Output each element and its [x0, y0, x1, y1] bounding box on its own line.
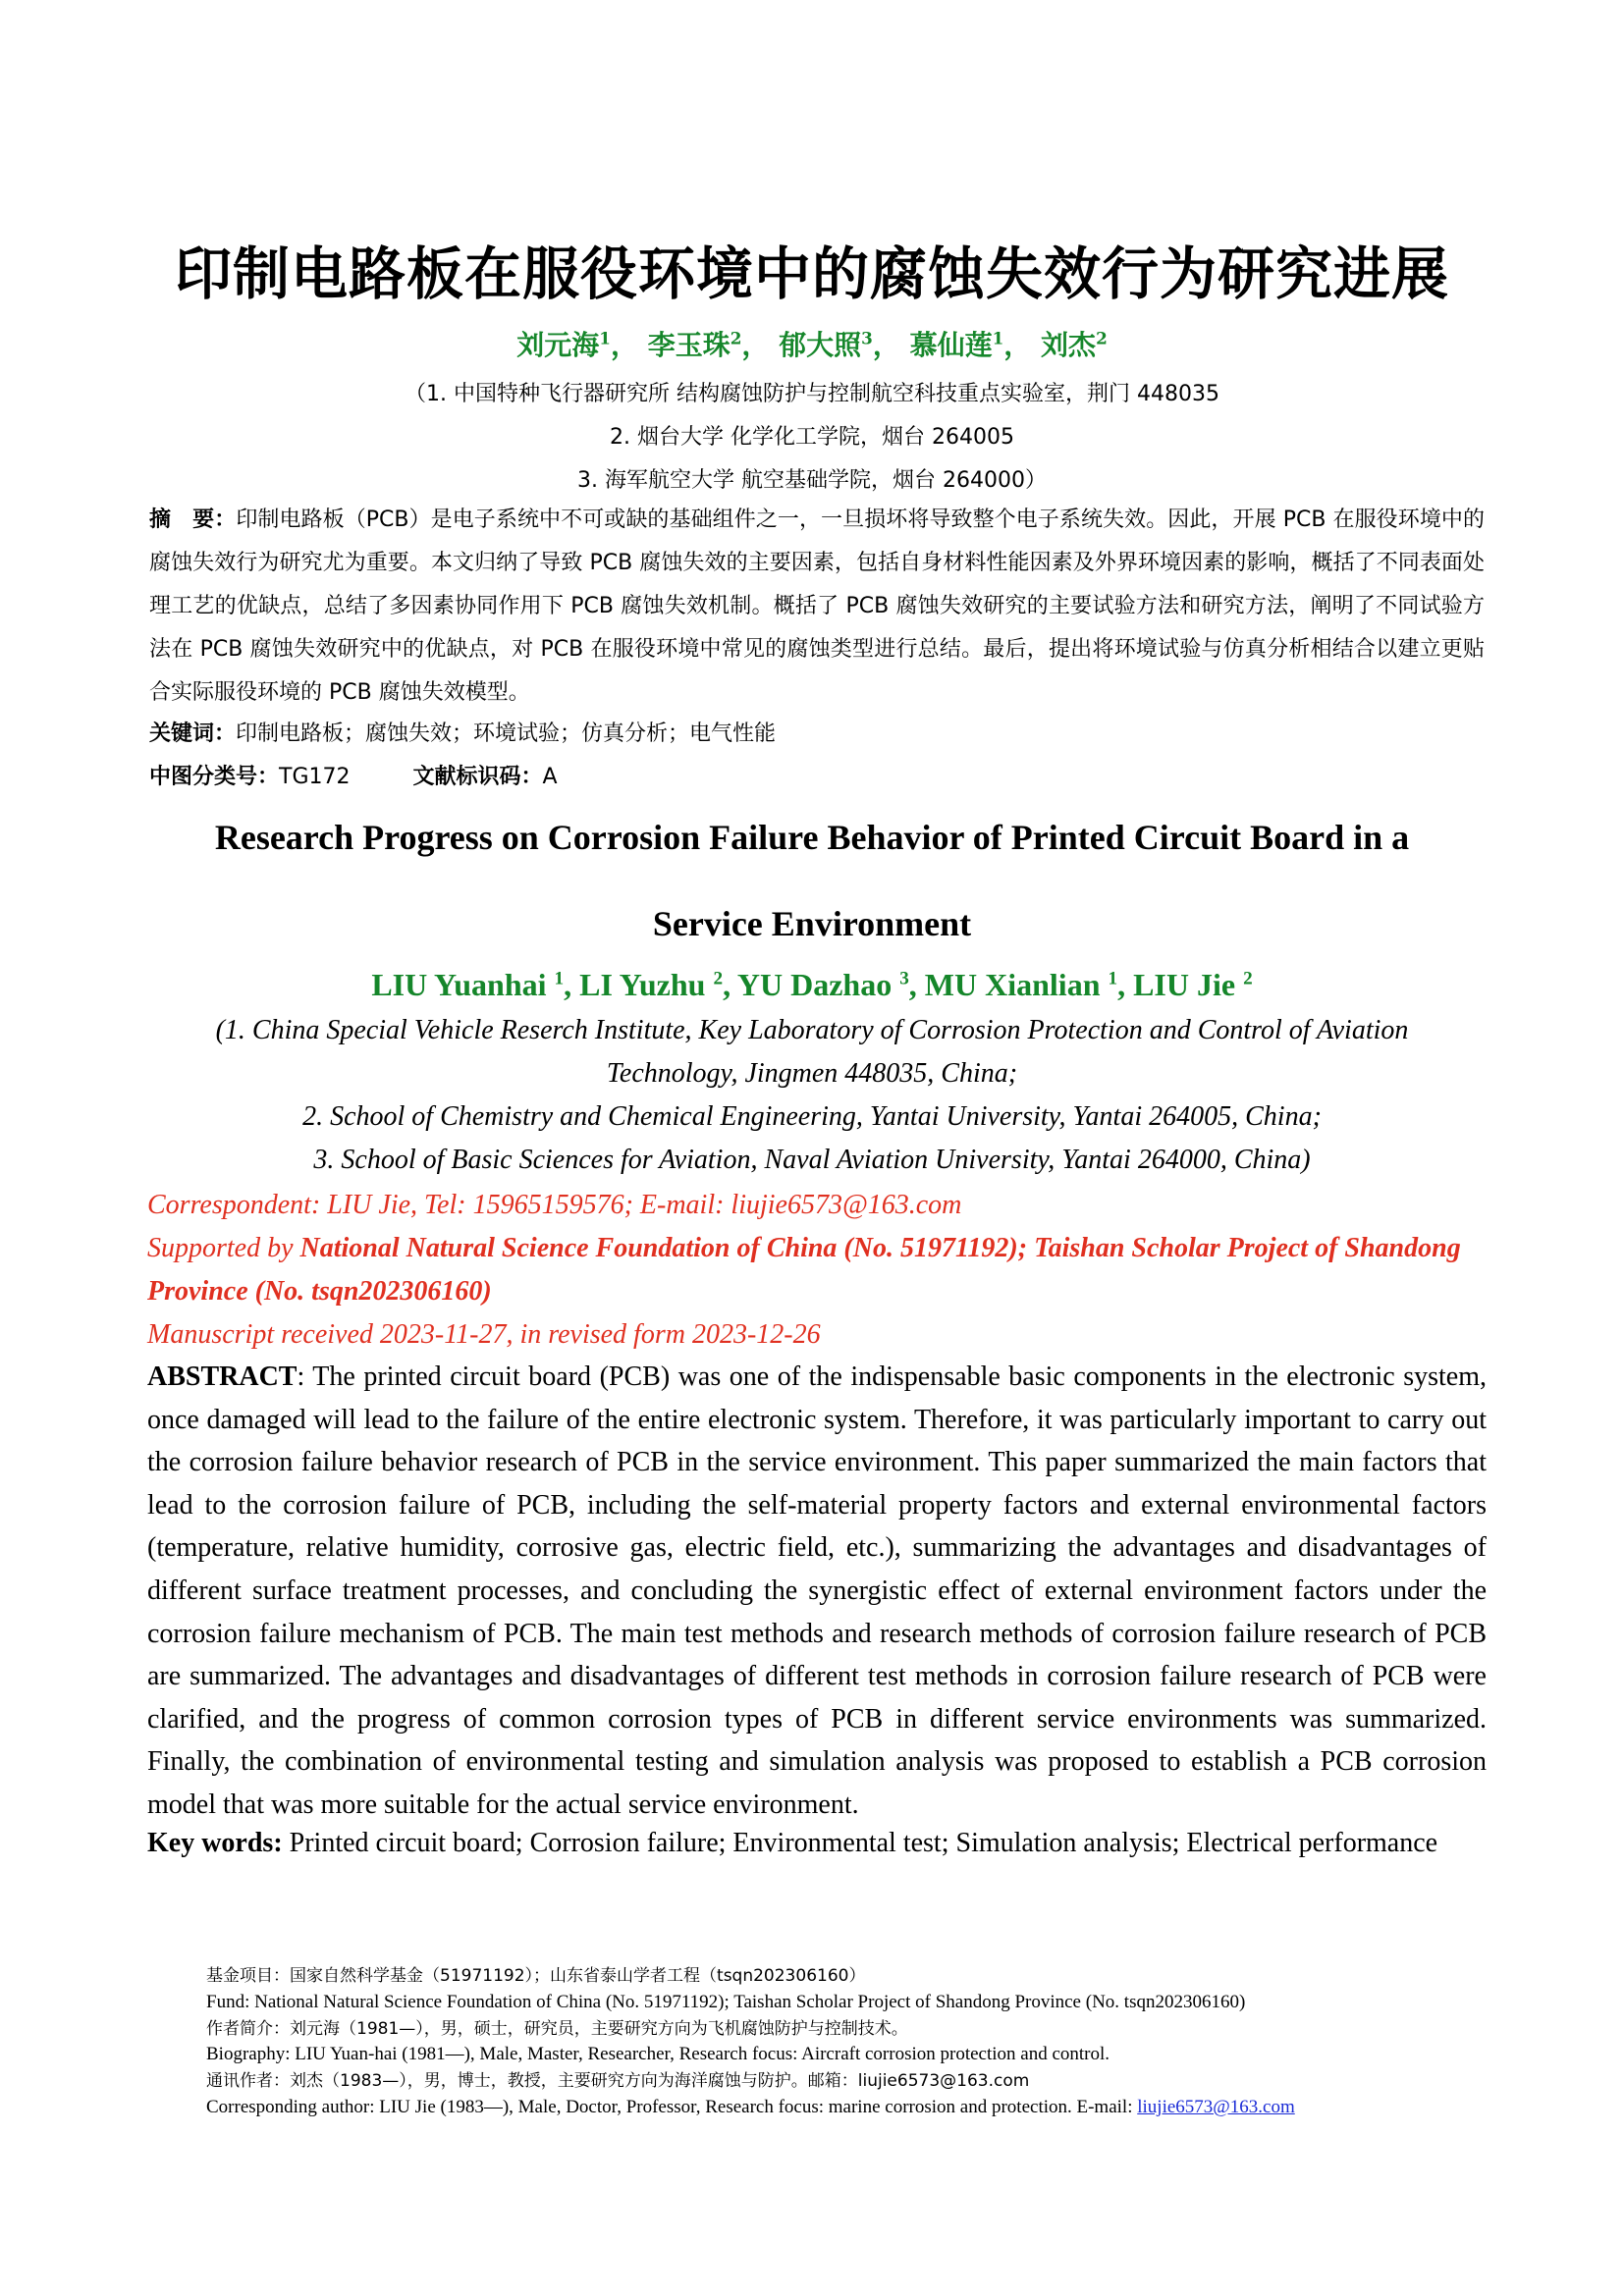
- author-sup: 2: [1096, 328, 1108, 348]
- supported-text: National Natural Science Foundation of China (No. 51971192); Taishan Scholar Project of Shandong Province (No. tsqn202306160): [147, 1233, 1461, 1307]
- author-name: LI Yuzhu: [579, 967, 706, 1002]
- corr-en: [206, 2095, 1483, 2121]
- chinese-affiliation-3: 3. 海军航空大学 航空基础学院，烟台 264000）: [577, 468, 1047, 493]
- english-abstract-label: ABSTRACT: [147, 1362, 298, 1392]
- english-title-line-1: Research Progress on Corrosion Failure Behavior of Printed Circuit Board in a: [214, 818, 1410, 857]
- doc-code-value: A: [542, 765, 558, 789]
- corr-cn: 通讯作者：刘杰（1983—），男，博士，教授，主要研究方向为海洋腐蚀与防护。邮箱：liujie6573@163.com: [206, 2071, 1030, 2092]
- english-title-line-2: Service Environment: [652, 904, 972, 943]
- author-name: 刘元海: [516, 329, 600, 361]
- author-name: 慕仙莲: [909, 329, 993, 361]
- author-name: 李玉珠: [647, 329, 731, 361]
- clc-label: 中图分类号：: [149, 765, 280, 789]
- classification-line: [149, 760, 1485, 790]
- author-sup: 1: [1108, 968, 1118, 989]
- chinese-abstract: [149, 499, 1485, 715]
- author-name: 郁大照: [779, 329, 862, 361]
- chinese-keywords-text: 印制电路板；腐蚀失效；环境试验；仿真分析；电气性能: [236, 721, 777, 746]
- english-keywords: [147, 1828, 1502, 1859]
- chinese-keywords: [149, 717, 1485, 747]
- chinese-abstract-text: 印制电路板（PCB）是电子系统中不可或缺的基础组件之一，一旦损坏将导致整个电子系统失效。因此，开展 PCB 在服役环境中的腐蚀失效行为研究尤为重要。本文归纳了导致 PCB 腐蚀失效的主要因素，包括自身材料性能因素及外界环境因素的影响，概括了不同表面处理工艺的优缺点，总结了多因素协同作用下 PCB 腐蚀失效机制。概括了 PCB 腐蚀失效研究的主要试验方法和研究方法，阐明了不同试验方法在 PCB 腐蚀失效研究中的优缺点，对 PCB 在服役环境中常见的腐蚀类型进行总结。最后，提出将环境试验与仿真分析相结合以建立更贴合实际服役环境的 PCB 腐蚀失效模型。: [149, 507, 1485, 705]
- author-sup: 3: [861, 328, 873, 348]
- english-keywords-label: Key words:: [147, 1828, 283, 1858]
- english-affiliation-2: 2. School of Chemistry and Chemical Engineering, Yantai University, Yantai 264005, China;: [302, 1101, 1322, 1132]
- chinese-affiliation-2: 2. 烟台大学 化学化工学院，烟台 264005: [610, 425, 1014, 450]
- author-sup: 2: [713, 968, 724, 989]
- bio-cn: 作者简介：刘元海（1981—），男，硕士，研究员，主要研究方向为飞机腐蚀防护与控制技术。: [206, 2018, 908, 2039]
- bio-en: Biography: LIU Yuan-hai (1981—), Male, Master, Researcher, Research focus: Aircraft corrosion protection and control.: [206, 2044, 1110, 2065]
- english-affiliation-3: 3. School of Basic Sciences for Aviation, Naval Aviation University, Yantai 264000, China): [313, 1145, 1311, 1175]
- english-affiliation-1-cont: Technology, Jingmen 448035, China;: [606, 1058, 1018, 1089]
- corr-en-text: Corresponding author: LIU Jie (1983—), Male, Doctor, Professor, Research focus: marine corrosion and protection. E-mail:: [206, 2096, 1138, 2117]
- english-authors: LIU Yuanhai $^1$, LI Yuzhu $^2$, YU Dazhao $^3$, MU Xianlian $^1$, LIU Jie $^2$: [371, 967, 1253, 1002]
- author-name: MU Xianlian: [924, 967, 1101, 1002]
- author-sup: 1: [992, 328, 1004, 348]
- supported-by: [147, 1227, 1492, 1313]
- author-name: LIU Yuanhai: [371, 967, 547, 1002]
- supported-prefix: Supported by: [147, 1233, 300, 1263]
- author-name: YU Dazhao: [736, 967, 893, 1002]
- english-abstract: [147, 1356, 1487, 1827]
- chinese-keywords-label: 关键词：: [149, 721, 237, 746]
- email-link[interactable]: liujie6573@163.com: [1137, 2096, 1295, 2117]
- english-affiliation-1: (1. China Special Vehicle Reserch Institute, Key Laboratory of Corrosion Protection and Control of Aviation: [215, 1015, 1409, 1045]
- author-sup: 1: [554, 968, 565, 989]
- doc-code-label: 文献标识码：: [412, 765, 543, 789]
- fund-cn: 基金项目：国家自然科学基金（51971192）；山东省泰山学者工程（tsqn202306160）: [206, 1966, 866, 1986]
- english-abstract-text: : The printed circuit board (PCB) was one of the indispensable basic components in the electronic system, once damaged will lead to the failure of the entire electronic system. Therefore, it was particularly important to carry out the corrosion failure behavior research of PCB in the service environment. This paper summarized the main factors that lead to the corrosion failure of PCB, including the self-material property factors and external environmental factors (temperature, relative humidity, corrosive gas, electric field, etc.), summarizing the advantages and disadvantages of different surface treatment processes, and concluding the synergistic effect of external environment factors under the corrosion failure mechanism of PCB. The main test methods and research methods of corrosion failure research of PCB are summarized. The advantages and disadvantages of different test methods in corrosion failure research of PCB were clarified, and the progress of common corrosion types of PCB in different service environments was summarized. Finally, the combination of environmental testing and simulation analysis was proposed to establish a PCB corrosion model that was more suitable for the actual service environment.: [147, 1362, 1487, 1820]
- chinese-authors: 刘元海$^1$， 李玉珠$^2$， 郁大照$^3$， 慕仙莲$^1$， 刘杰$^2$: [516, 328, 1108, 361]
- correspondent-line: Correspondent: LIU Jie, Tel: 15965159576; E-mail: liujie6573@163.com: [147, 1190, 962, 1220]
- chinese-title: 印制电路板在服役环境中的腐蚀失效行为研究进展: [174, 240, 1449, 307]
- chinese-abstract-label: 摘 要：: [149, 507, 237, 532]
- manuscript-dates: Manuscript received 2023-11-27, in revised form 2023-12-26: [147, 1319, 821, 1350]
- fund-en: Fund: National Natural Science Foundation of China (No. 51971192); Taishan Scholar Project of Shandong Province (No. tsqn202306160): [206, 1991, 1246, 2012]
- author-sup: 3: [899, 968, 909, 989]
- clc-value: TG172: [279, 765, 351, 789]
- author-name: 刘杰: [1041, 329, 1097, 361]
- chinese-affiliation-1: （1. 中国特种飞行器研究所 结构腐蚀防护与控制航空科技重点实验室，荆门 448035: [405, 382, 1219, 406]
- author-sup: 2: [730, 328, 742, 348]
- english-keywords-text: Printed circuit board; Corrosion failure; Environmental test; Simulation analysis; Electrical performance: [282, 1828, 1438, 1858]
- author-sup: 1: [599, 328, 611, 348]
- author-sup: 2: [1243, 968, 1253, 989]
- footnotes: [206, 1963, 1483, 2121]
- author-name: LIU Jie: [1133, 967, 1236, 1002]
